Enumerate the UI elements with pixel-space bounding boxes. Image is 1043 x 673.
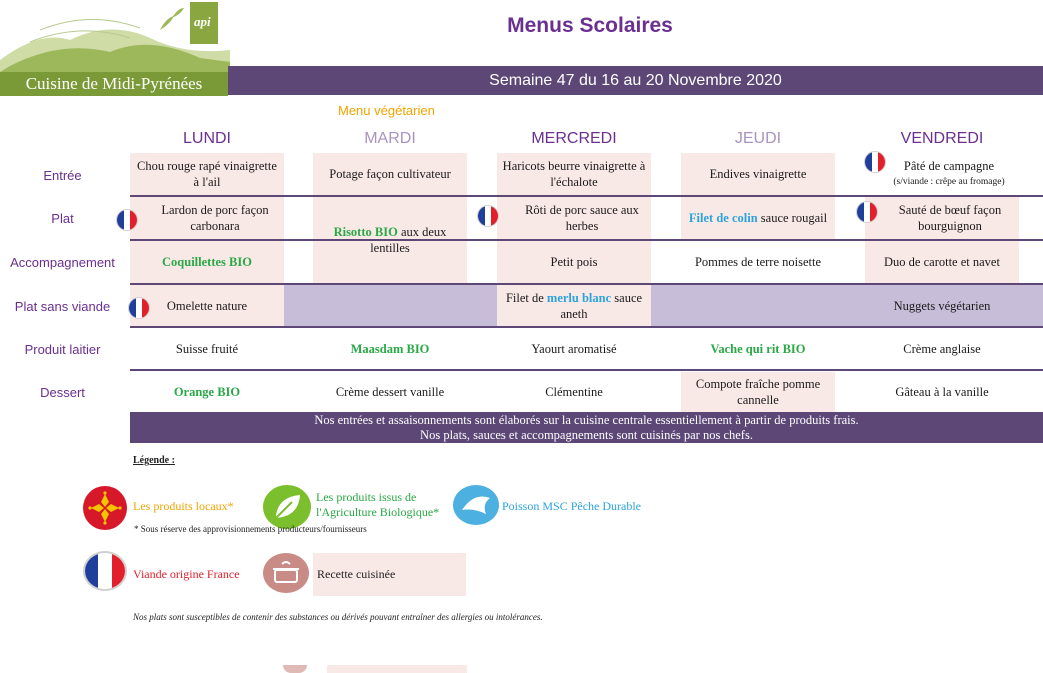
cell-dessert-lundi: Orange BIO	[173, 385, 241, 399]
cell-laitier-jeudi: Vache qui rit BIO	[710, 342, 806, 356]
cropped-swatch	[327, 665, 467, 673]
cell-entree-vendredi: Pâté de campagne (s/viande : crêpe au fromage)	[893, 159, 1005, 187]
cell-plat-vendredi: Sauté de bœuf façon bourguignon	[865, 197, 1019, 239]
logo-text: Cuisine de Midi-Pyrénées	[0, 72, 228, 96]
day-jeudi: JEUDI	[734, 130, 782, 147]
cell-dessert-mardi: Crème dessert vanille	[335, 385, 445, 399]
cell-sans-viande-mercredi: Filet de merlu blanc sauce aneth	[497, 285, 651, 327]
row-divider	[130, 283, 1043, 285]
info-line-2: Nos plats, sauces et accompagnements sont cuisinés par nos chefs.	[420, 428, 753, 442]
france-flag-icon	[116, 209, 138, 231]
france-flag-icon	[83, 551, 127, 591]
info-line-1: Nos entrées et assaisonnements sont élaborés sur la cuisine centrale essentiellement à partir de produits frais.	[314, 413, 859, 427]
row-label-accompagnement: Accompagnement	[10, 255, 115, 270]
cell-accompagnement-jeudi: Pommes de terre noisette	[694, 255, 821, 269]
day-mercredi: MERCREDI	[531, 130, 617, 147]
logo-badge: api	[194, 14, 211, 29]
france-flag-icon	[864, 151, 886, 173]
vegetarian-menu-label: Menu végétarien	[338, 103, 435, 118]
page-title: Menus Scolaires	[507, 14, 673, 37]
row-label-dessert: Dessert	[40, 385, 85, 400]
cell-entree-jeudi: Endives vinaigrette	[681, 153, 835, 195]
cell-laitier-mardi: Maasdam BIO	[350, 342, 430, 356]
france-flag-icon	[856, 201, 878, 223]
info-banner	[130, 412, 1043, 443]
cooking-pot-icon	[262, 552, 310, 594]
legend-local: Les produits locaux*	[133, 499, 234, 513]
cell-plat-lundi: Lardon de porc façon carbonara	[130, 197, 284, 239]
cell-entree-mercredi: Haricots beurre vinaigrette à l'échalote	[497, 153, 651, 195]
row-divider	[130, 239, 1043, 241]
legend-recette: Recette cuisinée	[317, 567, 396, 581]
occitan-cross-icon	[82, 485, 128, 531]
row-label-produit-laitier: Produit laitier	[24, 342, 101, 357]
day-mardi: MARDI	[364, 130, 416, 147]
allergy-note: Nos plats sont susceptibles de contenir des substances ou dérivés pouvant entraîner des allergies ou intolérances.	[133, 612, 543, 622]
fish-icon	[452, 484, 500, 526]
cell-accompagnement-vendredi: Duo de carotte et navet	[865, 241, 1019, 283]
france-flag-icon	[477, 205, 499, 227]
cropped-icon	[283, 665, 307, 673]
row-label-plat: Plat	[51, 211, 74, 226]
week-banner: Semaine 47 du 16 au 20 Novembre 2020	[228, 66, 1043, 95]
cell-plat-jeudi: Filet de colin sauce rougail	[681, 197, 835, 239]
cell-plat-mardi: Risotto BIO aux deux lentilles	[313, 197, 467, 283]
cell-sans-viande-lundi: Omelette nature	[130, 285, 284, 327]
logo	[0, 0, 230, 96]
row-divider	[130, 195, 1043, 197]
cell-dessert-vendredi: Gâteau à la vanille	[895, 385, 989, 399]
row-divider	[130, 326, 1043, 328]
legend-title: Légende :	[133, 455, 175, 466]
cell-dessert-jeudi: Compote fraîche pomme cannelle	[681, 372, 835, 412]
row-label-entree: Entrée	[43, 168, 82, 183]
cell-dessert-mercredi: Clémentine	[545, 385, 603, 399]
cell-laitier-lundi: Suisse fruité	[175, 342, 239, 356]
row-label-plat-sans-viande: Plat sans viande	[14, 299, 111, 314]
cell-laitier-vendredi: Crème anglaise	[903, 342, 981, 356]
mountain-logo-icon	[0, 0, 230, 72]
cell-entree-mardi: Potage façon cultivateur	[313, 153, 467, 195]
legend-france: Viande origine France	[133, 567, 240, 581]
legend-note: * Sous réserve des approvisionnements producteurs/fournisseurs	[134, 524, 367, 534]
cell-accompagnement-lundi: Coquillettes BIO	[130, 241, 284, 283]
day-vendredi: VENDREDI	[900, 130, 984, 147]
cell-sans-viande-vendredi: Nuggets végétarien	[893, 299, 991, 313]
legend-bio: Les produits issus de l'Agriculture Biologique*	[316, 490, 440, 519]
cell-accompagnement-mercredi: Petit pois	[497, 241, 651, 283]
cell-laitier-mercredi: Yaourt aromatisé	[531, 342, 617, 356]
cell-plat-mercredi: Rôti de porc sauce aux herbes	[497, 197, 651, 239]
day-lundi: LUNDI	[182, 130, 231, 147]
row-divider	[130, 369, 1043, 371]
legend-msc: Poisson MSC Pêche Durable	[502, 499, 641, 513]
cell-entree-lundi: Chou rouge rapé vinaigrette à l'ail	[130, 153, 284, 195]
france-flag-icon	[128, 297, 150, 319]
